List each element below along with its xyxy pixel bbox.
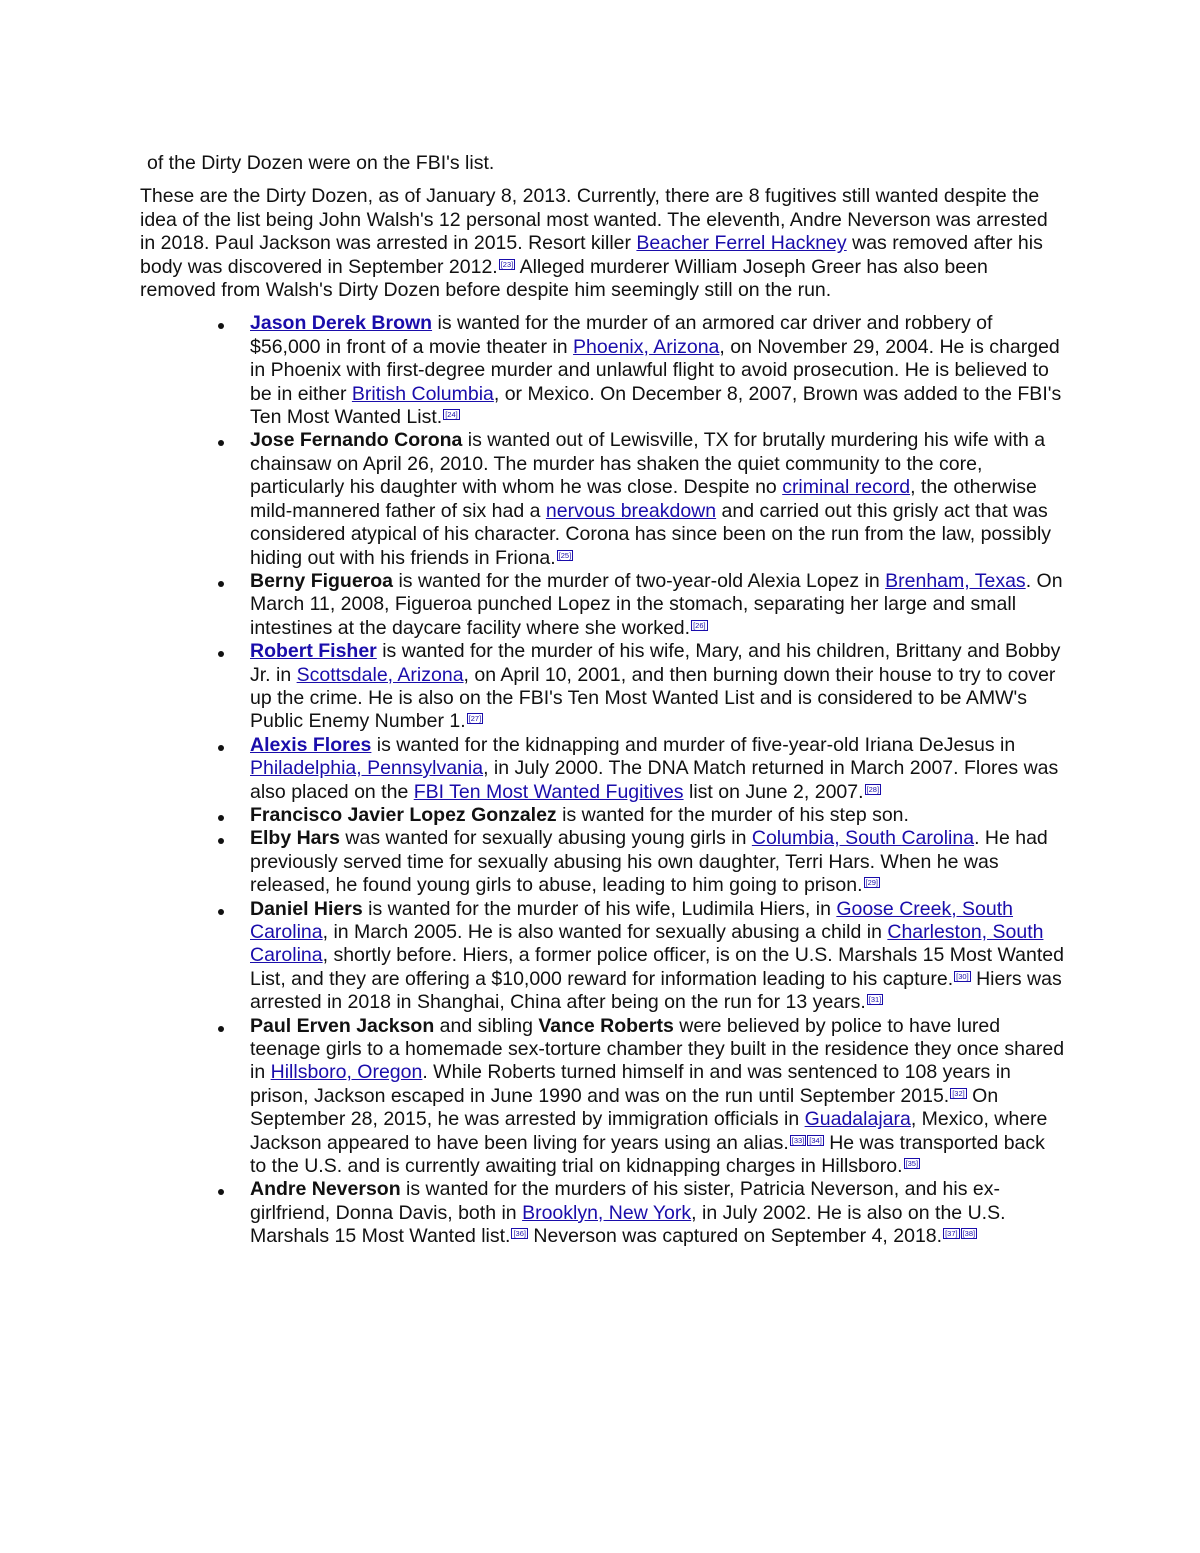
list-item	[140, 827, 1065, 897]
intro-paragraph	[140, 185, 1065, 302]
text-run: was removed after his body was discovered in September 2012.	[140, 232, 1043, 278]
bullet-icon	[218, 909, 224, 915]
text-run: and sibling	[434, 1014, 539, 1037]
citation-24[interactable]: [24]	[445, 410, 458, 420]
text-run: is wanted for the murder of his wife, Mary, and his children, Brittany and Bobby Jr. in	[250, 640, 1061, 686]
link-criminal-record[interactable]: criminal record	[782, 476, 911, 499]
name-daniel-hiers: Daniel Hiers	[250, 897, 363, 920]
bullet-icon	[218, 581, 224, 587]
link-goose-creek-south-carolina[interactable]: Goose Creek, South Carolina	[250, 897, 1014, 943]
citation-37[interactable]: [37]	[945, 1229, 958, 1239]
citation-27[interactable]: [27]	[468, 714, 482, 724]
text-run: . On March 11, 2008, Figueroa punched Lopez in the stomach, separating her large and small intestines at the daycare facility where she worked.	[250, 569, 1063, 639]
text-run: were believed by police to have lured teenage girls to a homemade sex-torture chamber they built in the residence they once shared in	[250, 1014, 1065, 1084]
list-item	[140, 1178, 1065, 1248]
link-british-columbia[interactable]: British Columbia	[351, 382, 494, 405]
text-run: Hiers was arrested in 2018 in Shanghai, China after being on the run for 13 years.	[250, 967, 1062, 1014]
citation-34[interactable]: [34]	[809, 1135, 822, 1145]
link-scottsdale-arizona[interactable]: Scottsdale, Arizona	[296, 663, 464, 686]
text-run: is wanted for the murder of two-year-old Alexia Lopez in	[393, 569, 886, 592]
bullet-icon	[218, 323, 224, 329]
text-run: is wanted for the kidnapping and murder of five-year-old Iriana DeJesus in	[371, 733, 1016, 756]
citation-38[interactable]: [38]	[962, 1229, 976, 1239]
text-run: , the otherwise mild-mannered father of six had a	[250, 476, 1037, 522]
fugitive-list	[140, 312, 1065, 1248]
link-jason-derek-brown[interactable]: Jason Derek Brown	[250, 312, 433, 335]
text-run: , or Mexico. On December 8, 2007, Brown was added to the FBI's Ten Most Wanted List.	[250, 382, 1062, 429]
link-fbi-ten-most-wanted-fugitives[interactable]: FBI Ten Most Wanted Fugitives	[413, 780, 684, 803]
list-item	[140, 804, 1065, 827]
citation-36[interactable]: [36]	[513, 1229, 526, 1239]
bold-name	[250, 640, 377, 662]
link-beacher-ferrel-hackney[interactable]: Beacher Ferrel Hackney	[636, 232, 847, 255]
name-andre-neverson: Andre Neverson	[250, 1178, 401, 1201]
bullet-icon	[218, 745, 224, 751]
link-phoenix-arizona[interactable]: Phoenix, Arizona	[573, 335, 720, 358]
text-run: , in March 2005. He is also wanted for sexually abusing a child in	[322, 921, 888, 943]
bullet-icon	[218, 1189, 224, 1195]
citation-23[interactable]: [23]	[500, 259, 514, 269]
bold-name	[250, 312, 432, 334]
citation-31[interactable]: [31]	[868, 995, 882, 1005]
link-guadalajara[interactable]: Guadalajara	[804, 1108, 911, 1131]
citation-28[interactable]: [28]	[866, 784, 880, 794]
bullet-icon	[218, 440, 224, 446]
bullet-icon	[218, 651, 224, 657]
list-item	[140, 429, 1065, 569]
list-item	[140, 898, 1065, 1015]
list-item	[140, 734, 1065, 804]
link-brenham-texas[interactable]: Brenham, Texas	[885, 569, 1026, 592]
list-item	[140, 640, 1065, 734]
text-run: was wanted for sexually abusing young girls in	[339, 827, 752, 850]
link-nervous-breakdown[interactable]: nervous breakdown	[545, 499, 717, 522]
link-alexis-flores[interactable]: Alexis Flores	[250, 733, 372, 756]
link-hillsboro-oregon[interactable]: Hillsboro, Oregon	[270, 1061, 423, 1084]
text-run: . He had previously served time for sexually abusing his own daughter, Terri Hars. When he was released, he found young girls to abuse, leading to him going to prison.	[250, 827, 1048, 897]
document-body	[140, 152, 1065, 1249]
citation-26[interactable]: [26]	[693, 620, 706, 630]
list-item	[140, 1015, 1065, 1179]
name-jose-fernando-corona: Jose Fernando Corona	[250, 429, 463, 452]
text-run: Alleged murderer William Joseph Greer has also been removed from Walsh's Dirty Dozen before despite him seemingly still on the run.	[140, 255, 988, 302]
name-berny-figueroa: Berny Figueroa	[250, 569, 394, 592]
name-paul-erven-jackson: Paul Erven Jackson	[250, 1014, 435, 1037]
text-run: is wanted out of Lewisville, TX for brutally murdering his wife with a chainsaw on April 26, 2010. The murder has shaken the quiet community to the core, particularly his daughter with whom he was close. Despite no	[250, 429, 1046, 499]
text-run: Neverson was captured on September 4, 2018.	[527, 1225, 943, 1248]
text-run: On September 28, 2015, he was arrested by immigration officials in	[250, 1084, 999, 1131]
text-run: is wanted for the murder of his wife, Ludimila Hiers, in	[362, 897, 837, 920]
text-run: These are the Dirty Dozen, as of January 8, 2013. Currently, there are 8 fugitives still wanted despite the idea of the list being John Walsh's 12 personal most wanted. The eleventh, Andre Neverson was arrested in 2018. Paul Jackson was arrested in 2015. Resort killer	[140, 185, 1048, 255]
text-run: is wanted for the murders of his sister, Patricia Neverson, and his ex-girlfriend, Donna Davis, both in	[250, 1178, 1000, 1224]
text-run: and carried out this grisly act that was considered atypical of his character. Corona has since been on the run from the law, possibly hiding out with his friends in Friona.	[250, 499, 1052, 569]
text-run: , on November 29, 2004. He is charged in Phoenix with first-degree murder and unlawful flight to avoid prosecution. He is believed to be in either	[250, 335, 1060, 405]
text-run: is wanted for the murder of an armored car driver and robbery of $56,000 in front of a movie theater in	[250, 312, 993, 358]
name-elby-hars: Elby Hars	[250, 827, 340, 850]
text-run: , in July 2000. The DNA Match returned in March 2007. Flores was also placed on the	[250, 757, 1059, 803]
text-run: He was transported back to the U.S. and is currently awaiting trial on kidnapping charges in Hillsboro.	[250, 1131, 1045, 1178]
citation-25[interactable]: [25]	[558, 550, 572, 560]
list-item	[140, 312, 1065, 429]
text-run: , on April 10, 2001, and then burning down their house to try to cover up the crime. He is also on the FBI's Ten Most Wanted List and is considered to be AMW's Public Enemy Number 1.	[250, 663, 1056, 733]
bold-name	[250, 734, 371, 756]
citation-35[interactable]: [35]	[905, 1159, 919, 1169]
text-run: , shortly before. Hiers, a former police officer, is on the U.S. Marshals 15 Most Wanted List, and they are offering a $10,000 reward for information leading to his capture.	[250, 944, 1064, 990]
link-robert-fisher[interactable]: Robert Fisher	[250, 640, 377, 663]
citation-29[interactable]: [29]	[865, 878, 879, 888]
text-run: is wanted for the murder of his step son.	[556, 803, 909, 826]
name-francisco-javier-lopez-gonzalez: Francisco Javier Lopez Gonzalez	[250, 803, 557, 826]
text-run: . While Roberts turned himself in and was sentenced to 108 years in prison, Jackson escaped in June 1990 and was on the run until September 2015.	[250, 1061, 1011, 1107]
text-run: list on June 2, 2007.	[683, 780, 864, 803]
intro-line: of the Dirty Dozen were on the FBI's list.	[147, 152, 495, 174]
citation-32[interactable]: [32]	[952, 1088, 965, 1098]
link-brooklyn-new-york[interactable]: Brooklyn, New York	[522, 1201, 692, 1224]
citation-30[interactable]: [30]	[956, 971, 969, 981]
citation-33[interactable]: [33]	[791, 1135, 805, 1145]
bullet-icon	[218, 815, 224, 821]
name-vance-roberts: Vance Roberts	[538, 1014, 674, 1037]
bullet-icon	[218, 838, 224, 844]
text-run: , Mexico, where Jackson appeared to have been living for years using an alias.	[250, 1108, 1048, 1154]
link-charleston-south-carolina[interactable]: Charleston, South Carolina	[250, 921, 1044, 967]
link-columbia-south-carolina[interactable]: Columbia, South Carolina	[751, 827, 975, 850]
text-run: , in July 2002. He is also on the U.S. Marshals 15 Most Wanted list.	[250, 1201, 1006, 1248]
link-philadelphia-pennsylvania[interactable]: Philadelphia, Pennsylvania	[250, 757, 484, 780]
bullet-icon	[218, 1026, 224, 1032]
list-item	[140, 570, 1065, 640]
